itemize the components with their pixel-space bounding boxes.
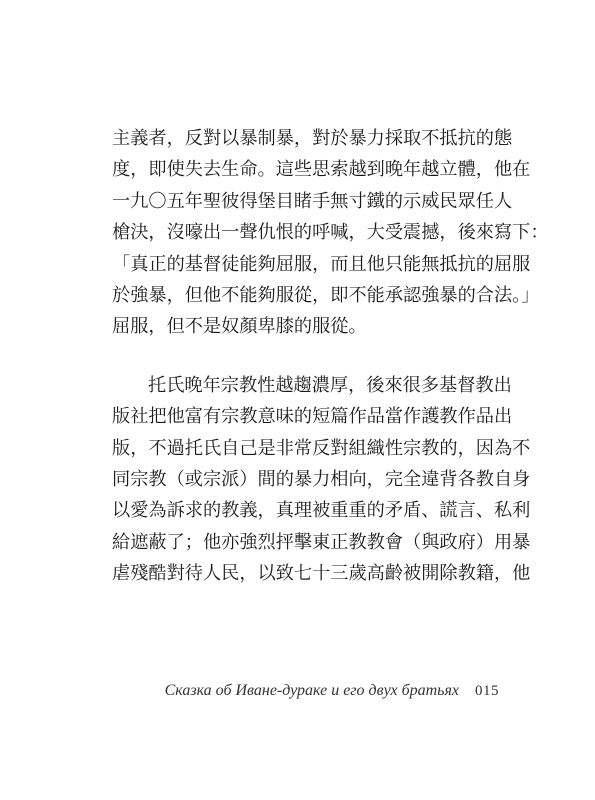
body-text <box>112 123 549 589</box>
text-line: 槍決，沒嚎出一聲仇恨的呼喊，大受震撼，後來寫下： <box>112 222 549 244</box>
text-line: 托氏晚年宗教性越趨濃厚，後來很多基督教出 <box>148 374 512 396</box>
text-line: 「真正的基督徒能夠屈服，而且他只能無抵抗的屈服 <box>112 253 531 275</box>
text-line: 主義者，反對以暴制暴，對於暴力採取不抵抗的態 <box>112 128 513 149</box>
paragraph-2 <box>112 370 531 590</box>
page-footer <box>165 682 499 700</box>
text-line: 版社把他富有宗教意味的短篇作品當作護教作品出 <box>112 406 513 428</box>
text-line: 屈服，但不是奴顏卑膝的服從。 <box>112 316 367 338</box>
text-line: 虐殘酷對待人民，以致七十三歲高齡被開除教籍，他 <box>112 563 531 585</box>
text-line: 以愛為訴求的教義，真理被重重的矛盾、謊言、私利 <box>112 500 531 522</box>
text-line: 一九〇五年聖彼得堡目睹手無寸鐵的示威民眾任人 <box>112 190 513 212</box>
text-line: 版，不過托氏自己是非常反對組織性宗教的，因為不 <box>112 437 531 459</box>
page-number: 015 <box>475 683 499 699</box>
text-line: 度，即使失去生命。這些思索越到晚年越立體，他在 <box>112 159 531 181</box>
text-line: 同宗教（或宗派）間的暴力相向，完全違背各教自身 <box>112 468 531 490</box>
text-line: 給遮蔽了；他亦強烈抨擊東正教教會（與政府）用暴 <box>112 531 531 553</box>
paragraph-1 <box>112 123 549 343</box>
text-line: 於強暴，但他不能夠服從，即不能承認強暴的合法。」 <box>112 284 540 306</box>
paragraph-gap <box>112 343 492 370</box>
running-title: Сказка об Иване-дураке и его двух братьях <box>164 682 459 699</box>
